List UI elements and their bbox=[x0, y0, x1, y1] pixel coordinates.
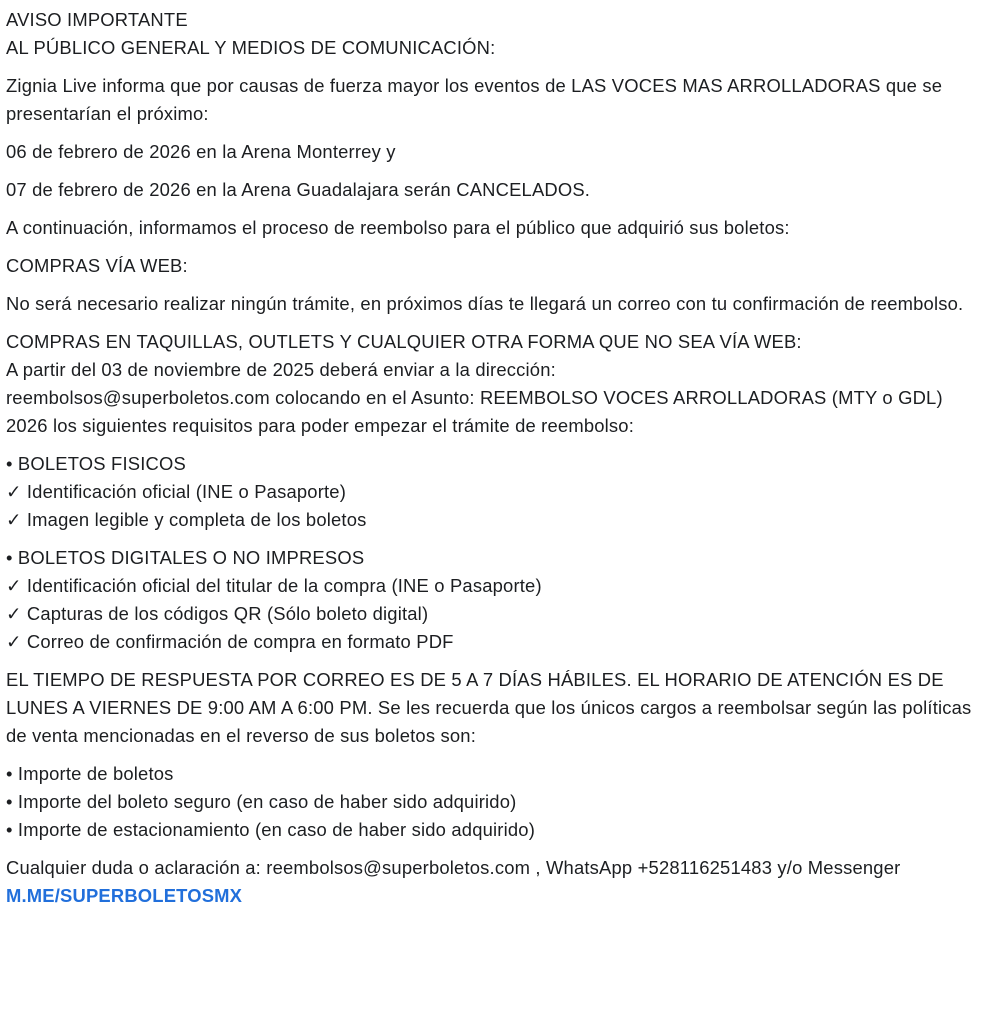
paragraph-event-date-guadalajara bbox=[6, 176, 980, 204]
text-line: COMPRAS VÍA WEB: bbox=[6, 255, 188, 276]
messenger-link[interactable]: M.ME/SUPERBOLETOSMX bbox=[6, 885, 243, 906]
paragraph-contact bbox=[6, 854, 980, 910]
text-line: reembolsos@superboletos.com colocando en el Asunto: REEMBOLSO VOCES ARROLLADORAS (MTY o GDL) 2026 los siguientes requisitos para poder empezar el trámite de reembolso: bbox=[6, 387, 943, 436]
list-item: • Importe del boleto seguro (en caso de haber sido adquirido) bbox=[6, 791, 517, 812]
list-item: ✓ Capturas de los códigos QR (Sólo boleto digital) bbox=[6, 603, 429, 624]
list-item: • Importe de estacionamiento (en caso de haber sido adquirido) bbox=[6, 819, 536, 840]
text-line: No será necesario realizar ningún trámite, en próximos días te llegará un correo con tu confirmación de reembolso. bbox=[6, 293, 964, 314]
text-line: AL PÚBLICO GENERAL Y MEDIOS DE COMUNICACIÓN: bbox=[6, 37, 496, 58]
list-item: ✓ Identificación oficial (INE o Pasaporte) bbox=[6, 481, 347, 502]
paragraph-web-purchases-body bbox=[6, 290, 980, 318]
paragraph-header-notice bbox=[6, 6, 980, 62]
text-line: COMPRAS EN TAQUILLAS, OUTLETS Y CUALQUIER OTRA FORMA QUE NO SEA VÍA WEB: bbox=[6, 331, 802, 352]
paragraph-response-time-and-charges bbox=[6, 666, 980, 750]
paragraph-intro-cancellation bbox=[6, 72, 980, 128]
list-item-heading: • BOLETOS FISICOS bbox=[6, 453, 186, 474]
list-item: ✓ Imagen legible y completa de los boletos bbox=[6, 509, 367, 530]
announcement-body bbox=[6, 6, 980, 910]
text-line: A partir del 03 de noviembre de 2025 deberá enviar a la dirección: bbox=[6, 359, 556, 380]
paragraph-box-office-purchases bbox=[6, 328, 980, 440]
text-line: A continuación, informamos el proceso de reembolso para el público que adquirió sus boletos: bbox=[6, 217, 790, 238]
list-item: • Importe de boletos bbox=[6, 763, 174, 784]
text-line: AVISO IMPORTANTE bbox=[6, 9, 188, 30]
paragraph-refund-intro bbox=[6, 214, 980, 242]
list-item: ✓ Correo de confirmación de compra en formato PDF bbox=[6, 631, 454, 652]
list-digital-tickets-requirements bbox=[6, 544, 980, 656]
list-refundable-charges bbox=[6, 760, 980, 844]
text-line: EL TIEMPO DE RESPUESTA POR CORREO ES DE 5 A 7 DÍAS HÁBILES. EL HORARIO DE ATENCIÓN ES DE LUNES A VIERNES DE 9:00 AM A 6:00 PM. Se les recuerda que los únicos cargos a reembolsar según las políticas de venta mencionadas en el reverso de sus boletos son: bbox=[6, 669, 972, 746]
text-line: Zignia Live informa que por causas de fuerza mayor los eventos de LAS VOCES MAS ARROLLADORAS que se presentarían el próximo: bbox=[6, 75, 943, 124]
text-line: 07 de febrero de 2026 en la Arena Guadalajara serán CANCELADOS. bbox=[6, 179, 591, 200]
list-item-heading: • BOLETOS DIGITALES O NO IMPRESOS bbox=[6, 547, 365, 568]
list-physical-tickets-requirements bbox=[6, 450, 980, 534]
list-item: ✓ Identificación oficial del titular de la compra (INE o Pasaporte) bbox=[6, 575, 542, 596]
heading-web-purchases bbox=[6, 252, 980, 280]
contact-text: Cualquier duda o aclaración a: reembolsos@superboletos.com , WhatsApp +528116251483 y/o Messenger bbox=[6, 857, 901, 878]
text-line: 06 de febrero de 2026 en la Arena Monterrey y bbox=[6, 141, 396, 162]
paragraph-event-date-monterrey bbox=[6, 138, 980, 166]
